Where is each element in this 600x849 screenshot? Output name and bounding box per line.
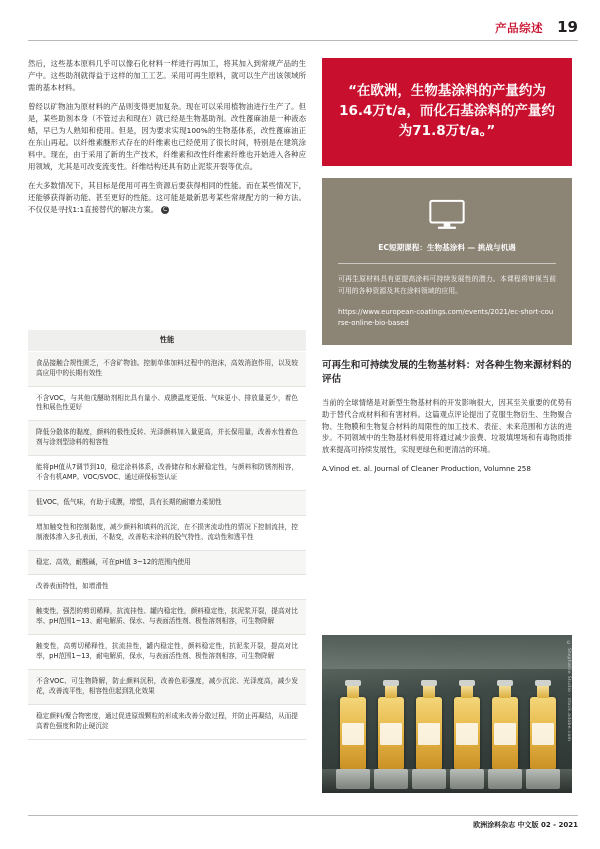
header-divider [28, 40, 578, 41]
clamp [450, 769, 484, 789]
bottle [492, 697, 518, 771]
bottle-label [532, 723, 554, 745]
table-row: 稳定、高效，耐酸碱，可在pH值 3~12的范围内使用 [28, 550, 306, 575]
monitor-icon [427, 198, 467, 232]
table-row: 能将pH值从7调节到10，稳定涂料体系，改善储存和水解稳定性，与颜料和防锈剂相容，不含有机AMP。VOC/SVOC、通过研保标签认证 [28, 456, 306, 491]
page-header [495, 18, 578, 36]
right-column [322, 58, 572, 474]
clamp [336, 769, 370, 789]
performance-table-wrapper [28, 330, 306, 740]
table-row: 降低分散体的黏度，颜料的极性反转、光泽颜料加入量更高，并长保用量，改善水性着色剂与涂剂型涂料的相容性 [28, 421, 306, 456]
table-row: 不含VOC、可生物降解，防止颜料沉积，改善色彩强度，减少沉淀、光泽度高，减少发花，改善流平性，相容性但起到乳化效果 [28, 669, 306, 704]
table-row: 食品接触合规性匮乏，不含矿物油。控制单体加料过程中的泡沫，高效消泡作用，以及较高应用中的长期有效性 [28, 351, 306, 386]
bottle [530, 697, 556, 771]
table-row: 稳定颜料/聚合物密度，通过促进原级颗粒的形成来改善分散过程，并防止再凝结，从而提高着色强度和防止硬沉淀 [28, 704, 306, 739]
clamp [412, 769, 446, 789]
table-row: 触变性，强烈的剪切稀释，抗流挂性、罐内稳定性，颜料稳定性，抗泥浆开裂，提高对比率、pH范围1~13、耐电解质、保水、与表面活性剂、极性溶剂相容，可生物降解 [28, 600, 306, 635]
article-title: 可再生和可持续发展的生物基材料：对各种生物来源材料的评估 [322, 359, 572, 386]
performance-table-body [28, 351, 306, 739]
bottle-label [342, 723, 364, 745]
table-header-performance: 性能 [28, 330, 306, 351]
table-row: 低VOC，低气味，有助于成膜，增塑，具有长期的耐磨力柔韧性 [28, 490, 306, 515]
course-divider [338, 263, 556, 264]
bottle-label [456, 723, 478, 745]
body-paragraph-3 [28, 180, 306, 216]
photo-upper-rail [322, 635, 572, 669]
pull-quote: “在欧洲，生物基涂料的产量约为16.4万t/a，而化石基涂料的产量约为71.8万t/a。” [322, 58, 572, 166]
table-row: 改善表面特性，如增滑性 [28, 575, 306, 600]
bottle-label [418, 723, 440, 745]
bottle [340, 697, 366, 771]
course-link[interactable]: https://www.european-coatings.com/events/2021/ec-short-course-online-bio-based [338, 308, 554, 327]
section-title: 产品综述 [495, 21, 544, 35]
course-title: EC短期课程：生物基涂料 — 挑战与机遇 [378, 243, 516, 252]
body-paragraph-2: 曾经以矿物油为原材料的产品则变得更加复杂。现在可以采用植物油进行生产了。但是，某些助剂本身（不管过去和现在）就已经是生物基助剂。改性蓖麻油是一种液态蜡，早已为人熟知和使用。但是，因为要求实现100%的生物基体系，改性蓖麻油正在东山再起。以纤维素醚形式存在的纤维素也已经使用了很长时间，特别是在建筑涂料中。现在，由于采用了新的生产技术，纤维素和改性纤维素纤维也开始进入各种应用领域，尤其是可改变流变性。纤维结构还具有防止泥浆开裂等优点。 [28, 101, 306, 171]
clamp [488, 769, 522, 789]
left-text-column [28, 58, 306, 223]
bottle-label [380, 723, 402, 745]
bottle [416, 697, 442, 771]
footer-text: 欧洲涂料杂志 中文版 02 - 2021 [473, 821, 578, 829]
body-paragraph-1: 然后，这些基本原料几乎可以像石化材料一样进行再加工，将其加入到常规产品的生产中。这些助剂就得益于这样的加工工艺。采用可再生原料，就可以生产出该领域所需的基本材料。 [28, 59, 306, 92]
article-reference: A.Vinod et. al. Journal of Cleaner Production, Volumne 258 [322, 463, 531, 473]
article-body: 当前的全球情绪是对新型生物基材料的开发影响很大，因其至关重要的优势有助于替代合成材料和有害材料。这篇观点评论提出了克服生物衍生、生物聚合物、生物膜和生物复合材料的局限性的加工技术、表征、未来范围和方法的进步。不同领域中的生物基材料使用将通过减少浪费、垃圾填埋场和有毒物质排放来提高可持续发展性，实现更绿色和更清洁的环境。 [322, 398, 572, 454]
footer-divider [28, 815, 578, 816]
page-number: 19 [557, 18, 578, 36]
table-row: 不含VOC，与其他戊醚助剂相比具有量小、成膜温度更低、气味更小、排放量更少，着色性和展色性更好 [28, 386, 306, 421]
sidebar-article [322, 359, 572, 475]
bottle [454, 697, 480, 771]
table-row: 触变性，高剪切稀释性，抗流挂性，罐内稳定性，颜料稳定性，抗泥浆开裂，提高对比率，pH范围1~13，耐电解质，保水，与表面活性剂、极性溶剂相容，可生物降解 [28, 635, 306, 670]
photo-credit: © Stephanie Studio - stock.adobe.com [566, 641, 571, 742]
bottle-label [494, 723, 516, 745]
performance-table [28, 330, 306, 740]
bottling-line-photo [322, 635, 572, 793]
bottle [378, 697, 404, 771]
ec-course-box [322, 178, 572, 345]
clamp [374, 769, 408, 789]
clamp [526, 769, 560, 789]
body-paragraph-3-text: 在大多数情况下，其目标是使用可再生资源后要获得相同的性能。而在某些情况下，还能够获得新功能、甚至更好的性能。这可能是最新思考某些常规配方的一种方法。不仅仅是寻找1:1直接替代的解决方案。 [28, 180, 306, 214]
course-description: 可再生原材料具有更提高涂料可持续发展性的潜力。本课程将审视当前可用的各种资源及其在涂料领域的应用。 [338, 275, 556, 295]
end-of-article-mark: C [163, 205, 168, 213]
table-row: 增加触变性和控制黏度，减少颜料和填料的沉淀，在不损害流动性的情况下控制流挂，控制液体渗入多孔表面，不黏变，改善粘末涂料的脱气特性、流动性和透平性 [28, 515, 306, 550]
